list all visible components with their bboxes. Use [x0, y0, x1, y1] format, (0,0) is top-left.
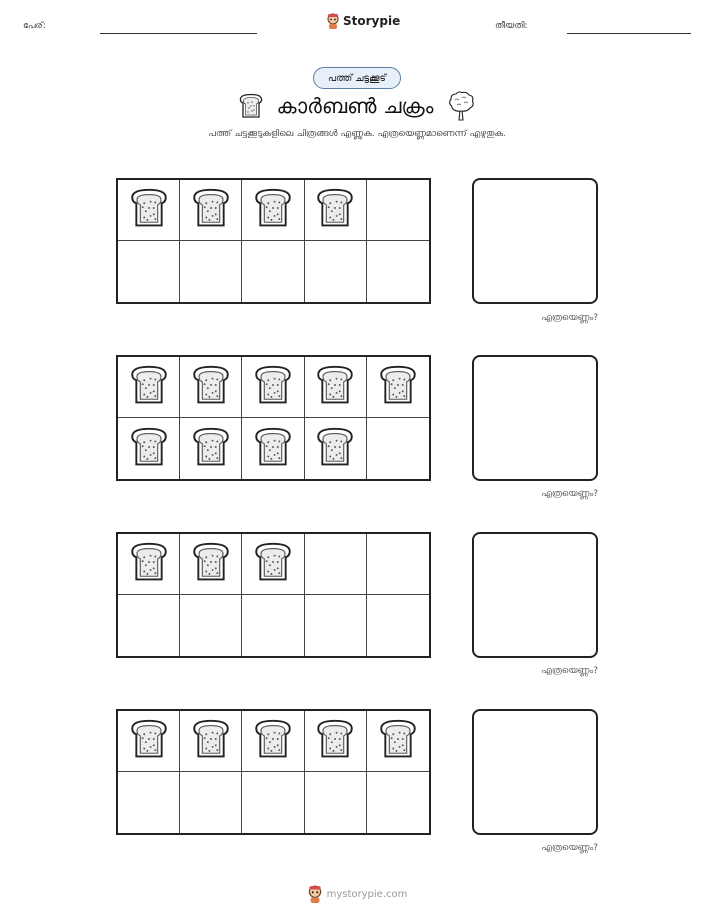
answer-box-1[interactable] — [472, 178, 598, 304]
ten-frame-cell — [305, 180, 367, 241]
ten-frame-cell — [180, 595, 242, 656]
footer-site-link[interactable]: mystorypie.com — [326, 888, 408, 900]
ten-frame-cell — [367, 595, 429, 656]
ten-frame-cell — [242, 180, 304, 241]
date-label: തീയതി: — [495, 21, 528, 31]
ten-frame-cell — [242, 241, 304, 302]
how-many-label-4: എത്രയെണ്ണം? — [541, 843, 598, 853]
footer — [0, 885, 714, 903]
bread-icon — [316, 426, 354, 472]
bread-icon — [192, 718, 230, 764]
bread-icon — [316, 187, 354, 233]
ten-frame-cell — [180, 772, 242, 833]
ten-frame-cell — [367, 534, 429, 595]
bread-icon — [192, 187, 230, 233]
ten-frame-3 — [116, 532, 431, 658]
name-label: പേര്: — [23, 21, 46, 31]
ten-frame-cell — [367, 772, 429, 833]
ten-frame-cell — [180, 534, 242, 595]
ten-frame-1 — [116, 178, 431, 304]
ten-frame-cell — [305, 595, 367, 656]
how-many-label-2: എത്രയെണ്ണം? — [541, 489, 598, 499]
ten-frame-cell — [242, 534, 304, 595]
bread-icon — [254, 364, 292, 410]
ten-frame-cell — [242, 357, 304, 418]
answer-box-2[interactable] — [472, 355, 598, 481]
ten-frame-cell — [305, 418, 367, 479]
bread-icon — [130, 426, 168, 472]
ten-frame-cell — [305, 711, 367, 772]
bread-icon — [130, 187, 168, 233]
name-field[interactable] — [100, 33, 257, 34]
ten-frame-cell — [118, 180, 180, 241]
bread-icon — [254, 426, 292, 472]
bread-icon — [130, 541, 168, 587]
ten-frame-cell — [118, 418, 180, 479]
ten-frame-cell — [180, 418, 242, 479]
storypie-mascot-icon — [326, 13, 340, 29]
ten-frame-cell — [118, 772, 180, 833]
ten-frame-cell — [242, 595, 304, 656]
ten-frame-cell — [367, 241, 429, 302]
how-many-label-3: എത്രയെണ്ണം? — [541, 666, 598, 676]
title-row — [0, 91, 714, 121]
ten-frame-cell — [367, 180, 429, 241]
worksheet-type-badge: പത്ത് ചട്ടക്കൂട് — [313, 67, 401, 89]
ten-frame-cell — [118, 595, 180, 656]
ten-frame-cell — [118, 357, 180, 418]
ten-frame-cell — [180, 241, 242, 302]
ten-frame-cell — [305, 357, 367, 418]
bread-icon — [254, 718, 292, 764]
ten-frame-4 — [116, 709, 431, 835]
ten-frame-cell — [180, 357, 242, 418]
ten-frame-cell — [242, 418, 304, 479]
tree-icon — [447, 91, 475, 121]
bread-icon — [192, 541, 230, 587]
storypie-mascot-icon — [307, 885, 323, 903]
ten-frame-cell — [180, 711, 242, 772]
bread-icon — [254, 187, 292, 233]
bread-icon — [130, 718, 168, 764]
bread-icon — [130, 364, 168, 410]
bread-icon — [379, 364, 417, 410]
bread-icon — [316, 364, 354, 410]
ten-frame-2 — [116, 355, 431, 481]
ten-frame-cell — [367, 357, 429, 418]
bread-icon — [192, 364, 230, 410]
ten-frame-cell — [305, 534, 367, 595]
ten-frame-cell — [242, 772, 304, 833]
brand-name: Storypie — [343, 14, 401, 28]
ten-frame-cell — [242, 711, 304, 772]
ten-frame-cell — [367, 418, 429, 479]
ten-frame-cell — [305, 772, 367, 833]
page-title: കാർബൺ ചക്രം — [276, 93, 434, 118]
how-many-label-1: എത്രയെണ്ണം? — [541, 313, 598, 323]
bread-icon — [239, 93, 263, 119]
instructions: പത്ത് ചട്ടക്കൂടുകളിലെ ചിത്രങ്ങൾ എണ്ണുക. എത്രയെണ്ണമാണെന്ന് എഴുതുക. — [208, 129, 506, 139]
bread-icon — [316, 718, 354, 764]
bread-icon — [254, 541, 292, 587]
answer-box-3[interactable] — [472, 532, 598, 658]
ten-frame-cell — [118, 711, 180, 772]
date-field[interactable] — [567, 33, 691, 34]
ten-frame-cell — [118, 534, 180, 595]
bread-icon — [379, 718, 417, 764]
ten-frame-cell — [305, 241, 367, 302]
brand-logo[interactable] — [326, 13, 400, 29]
answer-box-4[interactable] — [472, 709, 598, 835]
ten-frame-cell — [367, 711, 429, 772]
ten-frame-cell — [118, 241, 180, 302]
bread-icon — [192, 426, 230, 472]
ten-frame-cell — [180, 180, 242, 241]
